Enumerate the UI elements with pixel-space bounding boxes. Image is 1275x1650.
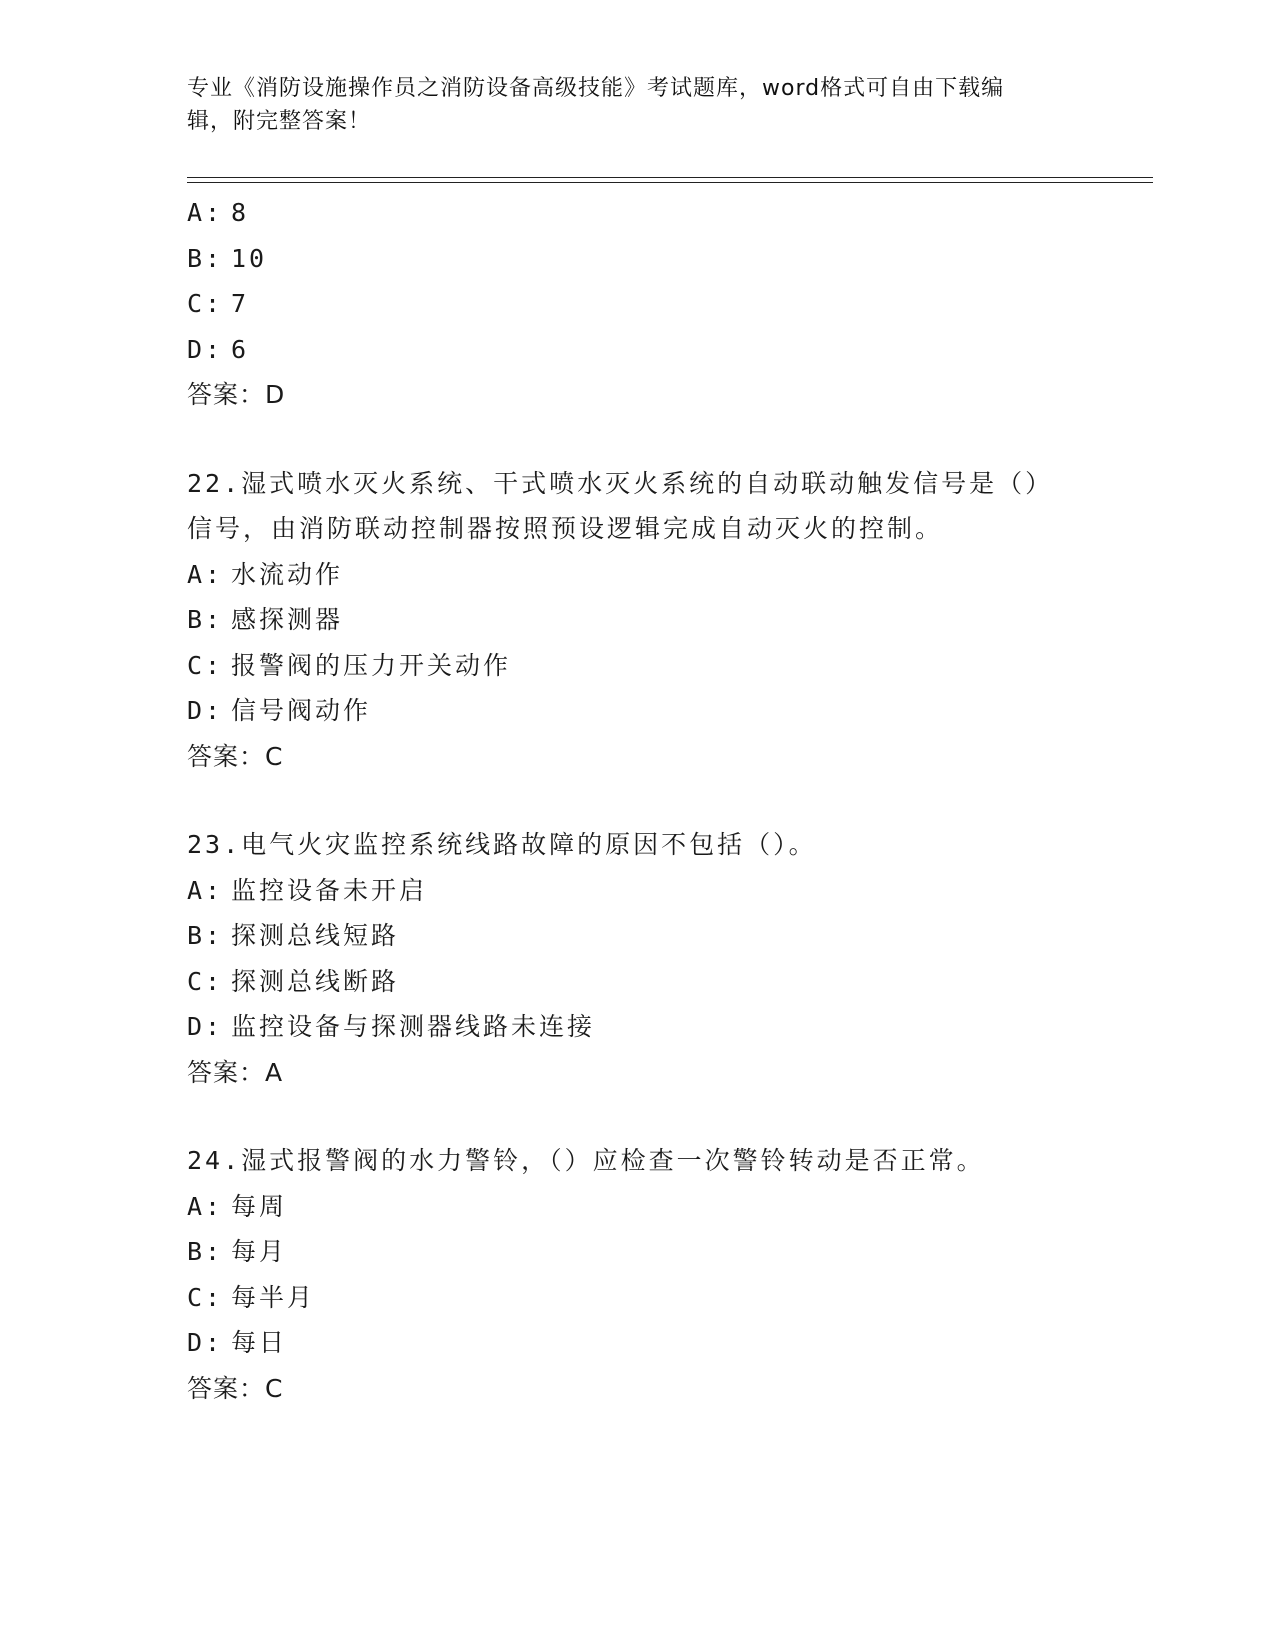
option-key: D: bbox=[187, 1328, 224, 1357]
option-text: 每半月 bbox=[231, 1282, 316, 1312]
option-c bbox=[187, 959, 1147, 1005]
option-text: 每日 bbox=[231, 1328, 288, 1357]
answer-line: 答案：C bbox=[187, 1373, 284, 1403]
option-key: B: bbox=[187, 921, 224, 950]
option-text: 探测总线短路 bbox=[231, 921, 400, 950]
option-text: 水流动作 bbox=[231, 559, 344, 589]
spacer bbox=[187, 1095, 1147, 1138]
option-a bbox=[187, 552, 1147, 598]
option-text: 每月 bbox=[231, 1237, 288, 1266]
option-b bbox=[187, 236, 1147, 282]
option-d bbox=[187, 1320, 1147, 1366]
option-key: D: bbox=[187, 1012, 224, 1041]
option-text: 监控设备与探测器线路未连接 bbox=[231, 1012, 596, 1041]
document-header bbox=[187, 72, 1067, 138]
question-text-line: 信号，由消防联动控制器按照预设逻辑完成自动灭火的控制。 bbox=[187, 514, 944, 543]
spacer bbox=[187, 418, 1147, 461]
option-text: 报警阀的压力开关动作 bbox=[231, 650, 512, 680]
option-text: 6 bbox=[231, 334, 250, 364]
option-key: A: bbox=[187, 198, 224, 227]
option-text: 监控设备未开启 bbox=[231, 875, 428, 905]
option-text: 10 bbox=[231, 243, 268, 273]
question-content bbox=[187, 190, 1147, 1411]
header-rule-bottom bbox=[187, 182, 1153, 183]
option-key: B: bbox=[187, 605, 224, 634]
question-24 bbox=[187, 1138, 1147, 1411]
option-c bbox=[187, 643, 1147, 689]
option-key: C: bbox=[187, 289, 224, 318]
header-rule-top bbox=[187, 177, 1153, 178]
question-23 bbox=[187, 822, 1147, 1095]
answer-line: 答案：C bbox=[187, 741, 284, 771]
question-text-line: 22.湿式喷水灭火系统、干式喷水灭火系统的自动联动触发信号是（） bbox=[187, 468, 1054, 498]
option-key: A: bbox=[187, 559, 224, 589]
question-text-line: 23.电气火灾监控系统线路故障的原因不包括（）。 bbox=[187, 830, 817, 859]
option-key: B: bbox=[187, 243, 224, 273]
option-key: A: bbox=[187, 1191, 224, 1221]
option-text: 8 bbox=[231, 198, 250, 227]
option-a bbox=[187, 868, 1147, 914]
option-text: 信号阀动作 bbox=[231, 696, 372, 725]
option-d bbox=[187, 1004, 1147, 1050]
option-b bbox=[187, 597, 1147, 643]
option-d bbox=[187, 688, 1147, 734]
option-key: C: bbox=[187, 1282, 224, 1312]
answer-line: 答案：A bbox=[187, 1057, 284, 1087]
option-a bbox=[187, 190, 1147, 236]
header-line-2: 辑，附完整答案！ bbox=[187, 109, 372, 134]
question-22 bbox=[187, 461, 1147, 780]
option-text: 每周 bbox=[231, 1191, 288, 1221]
option-c bbox=[187, 1275, 1147, 1321]
option-c bbox=[187, 281, 1147, 327]
option-d bbox=[187, 327, 1147, 373]
option-text: 探测总线断路 bbox=[231, 966, 400, 996]
option-key: C: bbox=[187, 650, 224, 680]
option-key: D: bbox=[187, 334, 224, 364]
header-line-1: 专业《消防设施操作员之消防设备高级技能》考试题库，word格式可自由下载编 bbox=[187, 76, 1005, 101]
option-text: 7 bbox=[231, 289, 250, 318]
option-a bbox=[187, 1184, 1147, 1230]
spacer bbox=[187, 779, 1147, 822]
question-21-tail bbox=[187, 190, 1147, 418]
option-b bbox=[187, 913, 1147, 959]
option-key: D: bbox=[187, 696, 224, 725]
option-key: B: bbox=[187, 1237, 224, 1266]
option-b bbox=[187, 1229, 1147, 1275]
option-key: C: bbox=[187, 966, 224, 996]
answer-line: 答案：D bbox=[187, 380, 286, 409]
option-text: 感探测器 bbox=[231, 605, 344, 634]
option-key: A: bbox=[187, 875, 224, 905]
question-text-line: 24.湿式报警阀的水力警铃，（）应检查一次警铃转动是否正常。 bbox=[187, 1146, 985, 1175]
